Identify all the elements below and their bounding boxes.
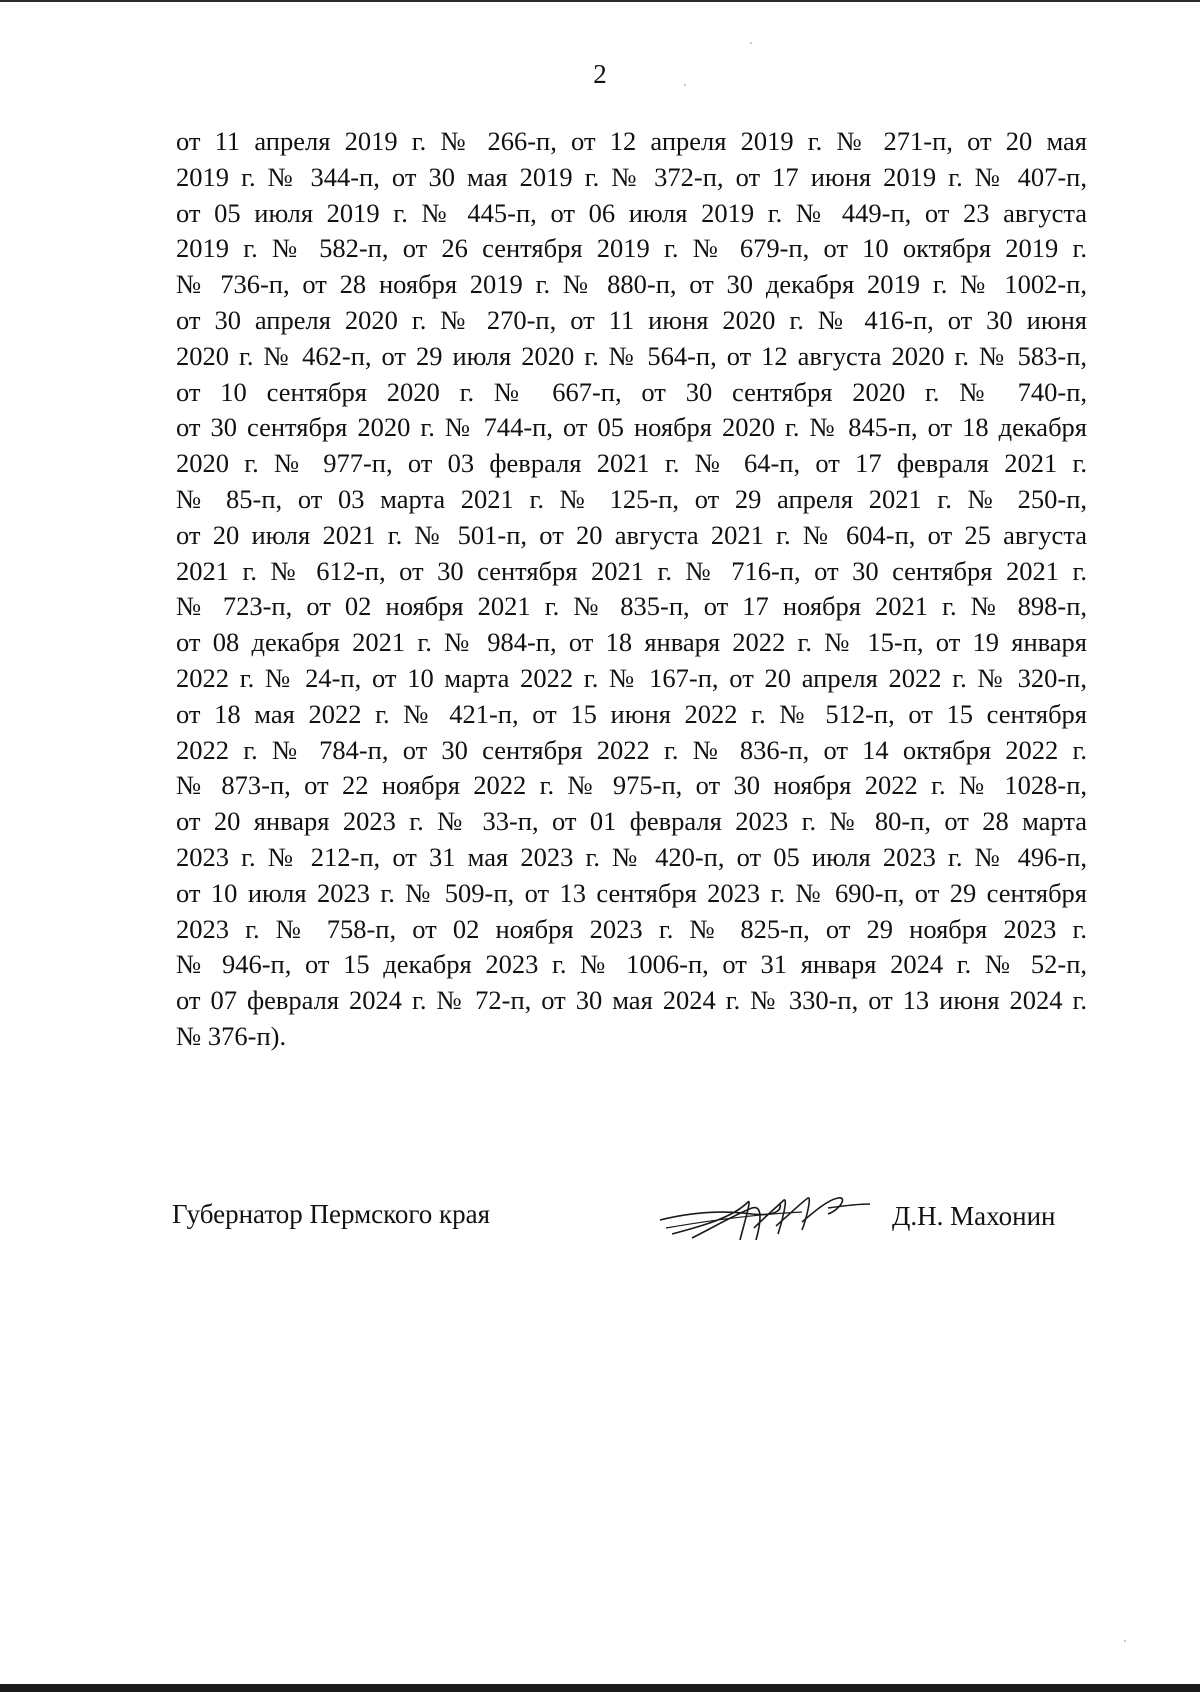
body-line: от 11 апреля 2019 г. № 266-п, от 12 апреля 2019 г. № 271-п, от 20 мая (176, 126, 1087, 156)
body-line: 2019 г. № 344-п, от 30 мая 2019 г. № 372-п, от 17 июня 2019 г. № 407-п, (176, 161, 1087, 192)
signatory-name: Д.Н. Махонин (892, 1201, 1056, 1231)
signature-block (172, 1196, 1072, 1256)
body-line: от 08 декабря 2021 г. № 984-п, от 18 января 2022 г. № 15-п, от 19 января (176, 627, 1087, 658)
document-body (176, 124, 1087, 1055)
body-line: 2023 г. № 758-п, от 02 ноября 2023 г. № 825-п, от 29 ноября 2023 г. (176, 913, 1087, 944)
body-line: № 85-п, от 03 марта 2021 г. № 125-п, от 29 апреля 2021 г. № 250-п, (176, 483, 1087, 514)
body-line: 2023 г. № 212-п, от 31 мая 2023 г. № 420-п, от 05 июля 2023 г. № 496-п, (176, 841, 1087, 872)
body-line: № 723-п, от 02 ноября 2021 г. № 835-п, от 17 ноября 2021 г. № 898-п, (176, 591, 1087, 622)
scan-speck (684, 84, 686, 86)
body-line: № 946-п, от 15 декабря 2023 г. № 1006-п, от 31 января 2024 г. № 52-п, (176, 949, 1087, 980)
body-line: 2019 г. № 582-п, от 26 сентября 2019 г. № 679-п, от 10 октября 2019 г. (176, 233, 1087, 264)
body-line: № 873-п, от 22 ноября 2022 г. № 975-п, от 30 ноября 2022 г. № 1028-п, (176, 770, 1087, 801)
signatory-title: Губернатор Пермского края (172, 1199, 491, 1229)
body-line: от 18 мая 2022 г. № 421-п, от 15 июня 2022 г. № 512-п, от 15 сентября (176, 698, 1087, 729)
body-line: от 10 сентября 2020 г. № 667-п, от 30 сентября 2020 г. № 740-п, (176, 376, 1087, 407)
body-line: от 30 апреля 2020 г. № 270-п, от 11 июня 2020 г. № 416-п, от 30 июня (176, 304, 1087, 335)
body-line: 2021 г. № 612-п, от 30 сентября 2021 г. № 716-п, от 30 сентября 2021 г. (176, 555, 1087, 586)
body-line: 2022 г. № 784-п, от 30 сентября 2022 г. № 836-п, от 14 октября 2022 г. (176, 734, 1087, 765)
page-number: 2 (593, 59, 607, 89)
body-line: № 376-п). (176, 1020, 287, 1051)
page-bottom-edge (0, 1684, 1200, 1692)
body-line: от 05 июля 2019 г. № 445-п, от 06 июля 2019 г. № 449-п, от 23 августа (176, 197, 1087, 228)
body-line: от 10 июля 2023 г. № 509-п, от 13 сентября 2023 г. № 690-п, от 29 сентября (176, 877, 1087, 908)
body-line: 2020 г. № 462-п, от 29 июля 2020 г. № 564-п, от 12 августа 2020 г. № 583-п, (176, 340, 1087, 371)
body-line: от 07 февраля 2024 г. № 72-п, от 30 мая 2024 г. № 330-п, от 13 июня 2024 г. (176, 985, 1087, 1016)
scan-speck (750, 42, 752, 44)
body-line: № 736-п, от 28 ноября 2019 г. № 880-п, от 30 декабря 2019 г. № 1002-п, (176, 269, 1087, 300)
body-line: от 20 июля 2021 г. № 501-п, от 20 августа 2021 г. № 604-п, от 25 августа (176, 519, 1087, 550)
body-line: 2020 г. № 977-п, от 03 февраля 2021 г. № 64-п, от 17 февраля 2021 г. (176, 448, 1087, 479)
body-line: от 30 сентября 2020 г. № 744-п, от 05 ноября 2020 г. № 845-п, от 18 декабря (176, 412, 1087, 443)
scan-speck (1124, 1640, 1126, 1642)
handwritten-signature (652, 1184, 872, 1248)
body-line: от 20 января 2023 г. № 33-п, от 01 февраля 2023 г. № 80-п, от 28 марта (176, 806, 1087, 837)
body-line: 2022 г. № 24-п, от 10 марта 2022 г. № 167-п, от 20 апреля 2022 г. № 320-п, (176, 662, 1087, 693)
page-top-edge (0, 0, 1200, 2)
